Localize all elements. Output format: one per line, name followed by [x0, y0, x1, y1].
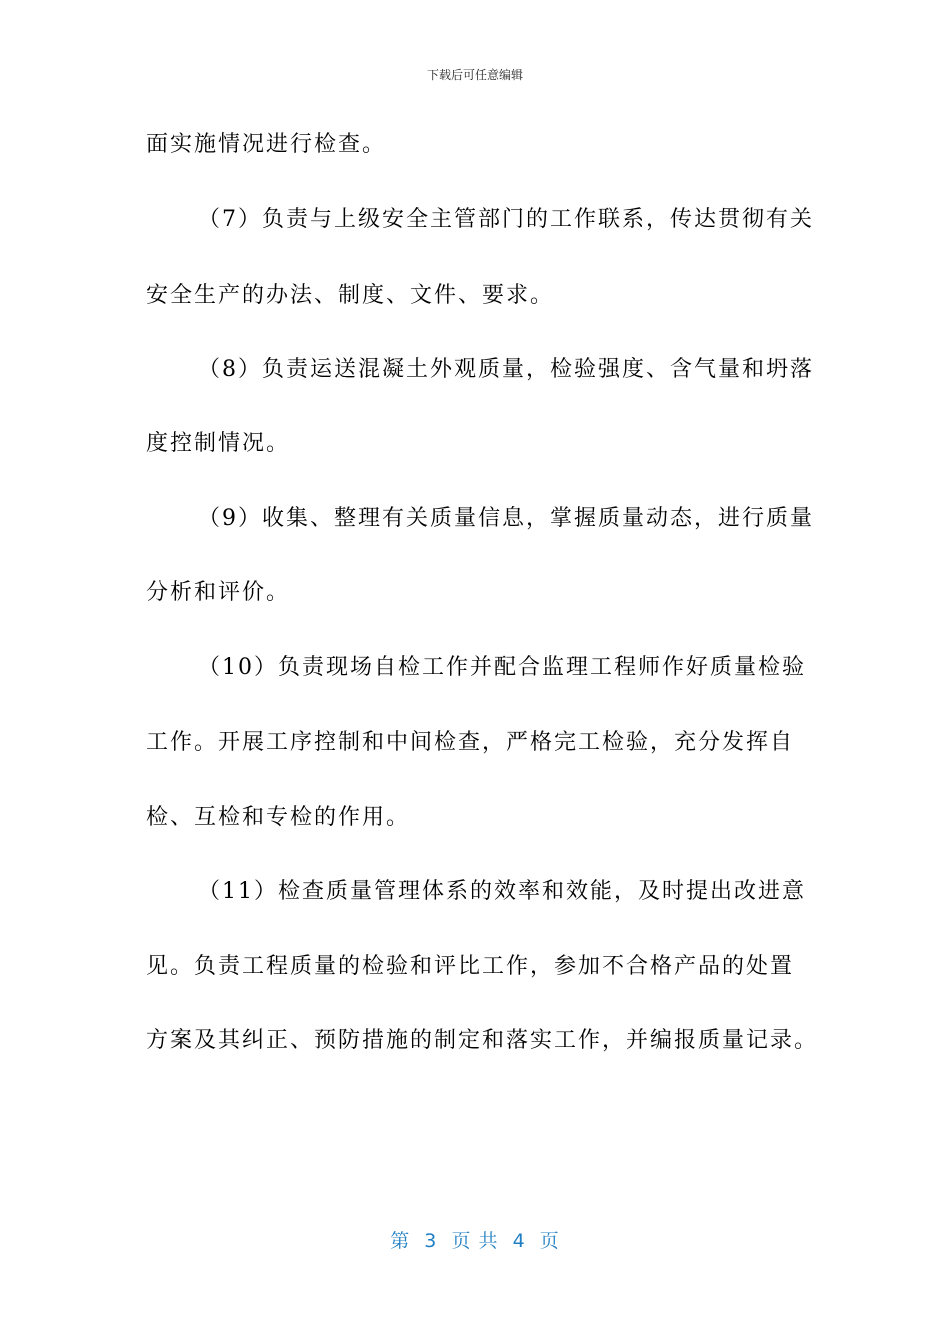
body-line: 度控制情况。: [146, 431, 291, 456]
body-line: （11）检查质量管理体系的效率和效能，及时提出改进意: [198, 879, 806, 904]
page-number-footer: 第 3 页 共 4 页: [390, 1230, 560, 1252]
body-line: 工作。开展工序控制和中间检查，严格完工检验，充分发挥自: [146, 730, 795, 755]
body-line: （10）负责现场自检工作并配合监理工程师作好质量检验: [198, 655, 806, 680]
body-line: 检、互检和专检的作用。: [146, 805, 411, 830]
body-line: 见。负责工程质量的检验和评比工作，参加不合格产品的处置: [146, 954, 795, 979]
body-line: （9）收集、整理有关质量信息，掌握质量动态，进行质量: [198, 506, 814, 531]
body-line: （8）负责运送混凝土外观质量，检验强度、含气量和坍落: [198, 357, 814, 382]
body-line: 面实施情况进行检查。: [146, 132, 387, 157]
body-line: 安全生产的办法、制度、文件、要求。: [146, 283, 555, 308]
body-line: （7）负责与上级安全主管部门的工作联系，传达贯彻有关: [198, 207, 814, 232]
header-note: 下载后可任意编辑: [426, 68, 523, 82]
body-line: 分析和评价。: [146, 580, 291, 605]
body-line: 方案及其纠正、预防措施的制定和落实工作，并编报质量记录。: [146, 1028, 819, 1053]
